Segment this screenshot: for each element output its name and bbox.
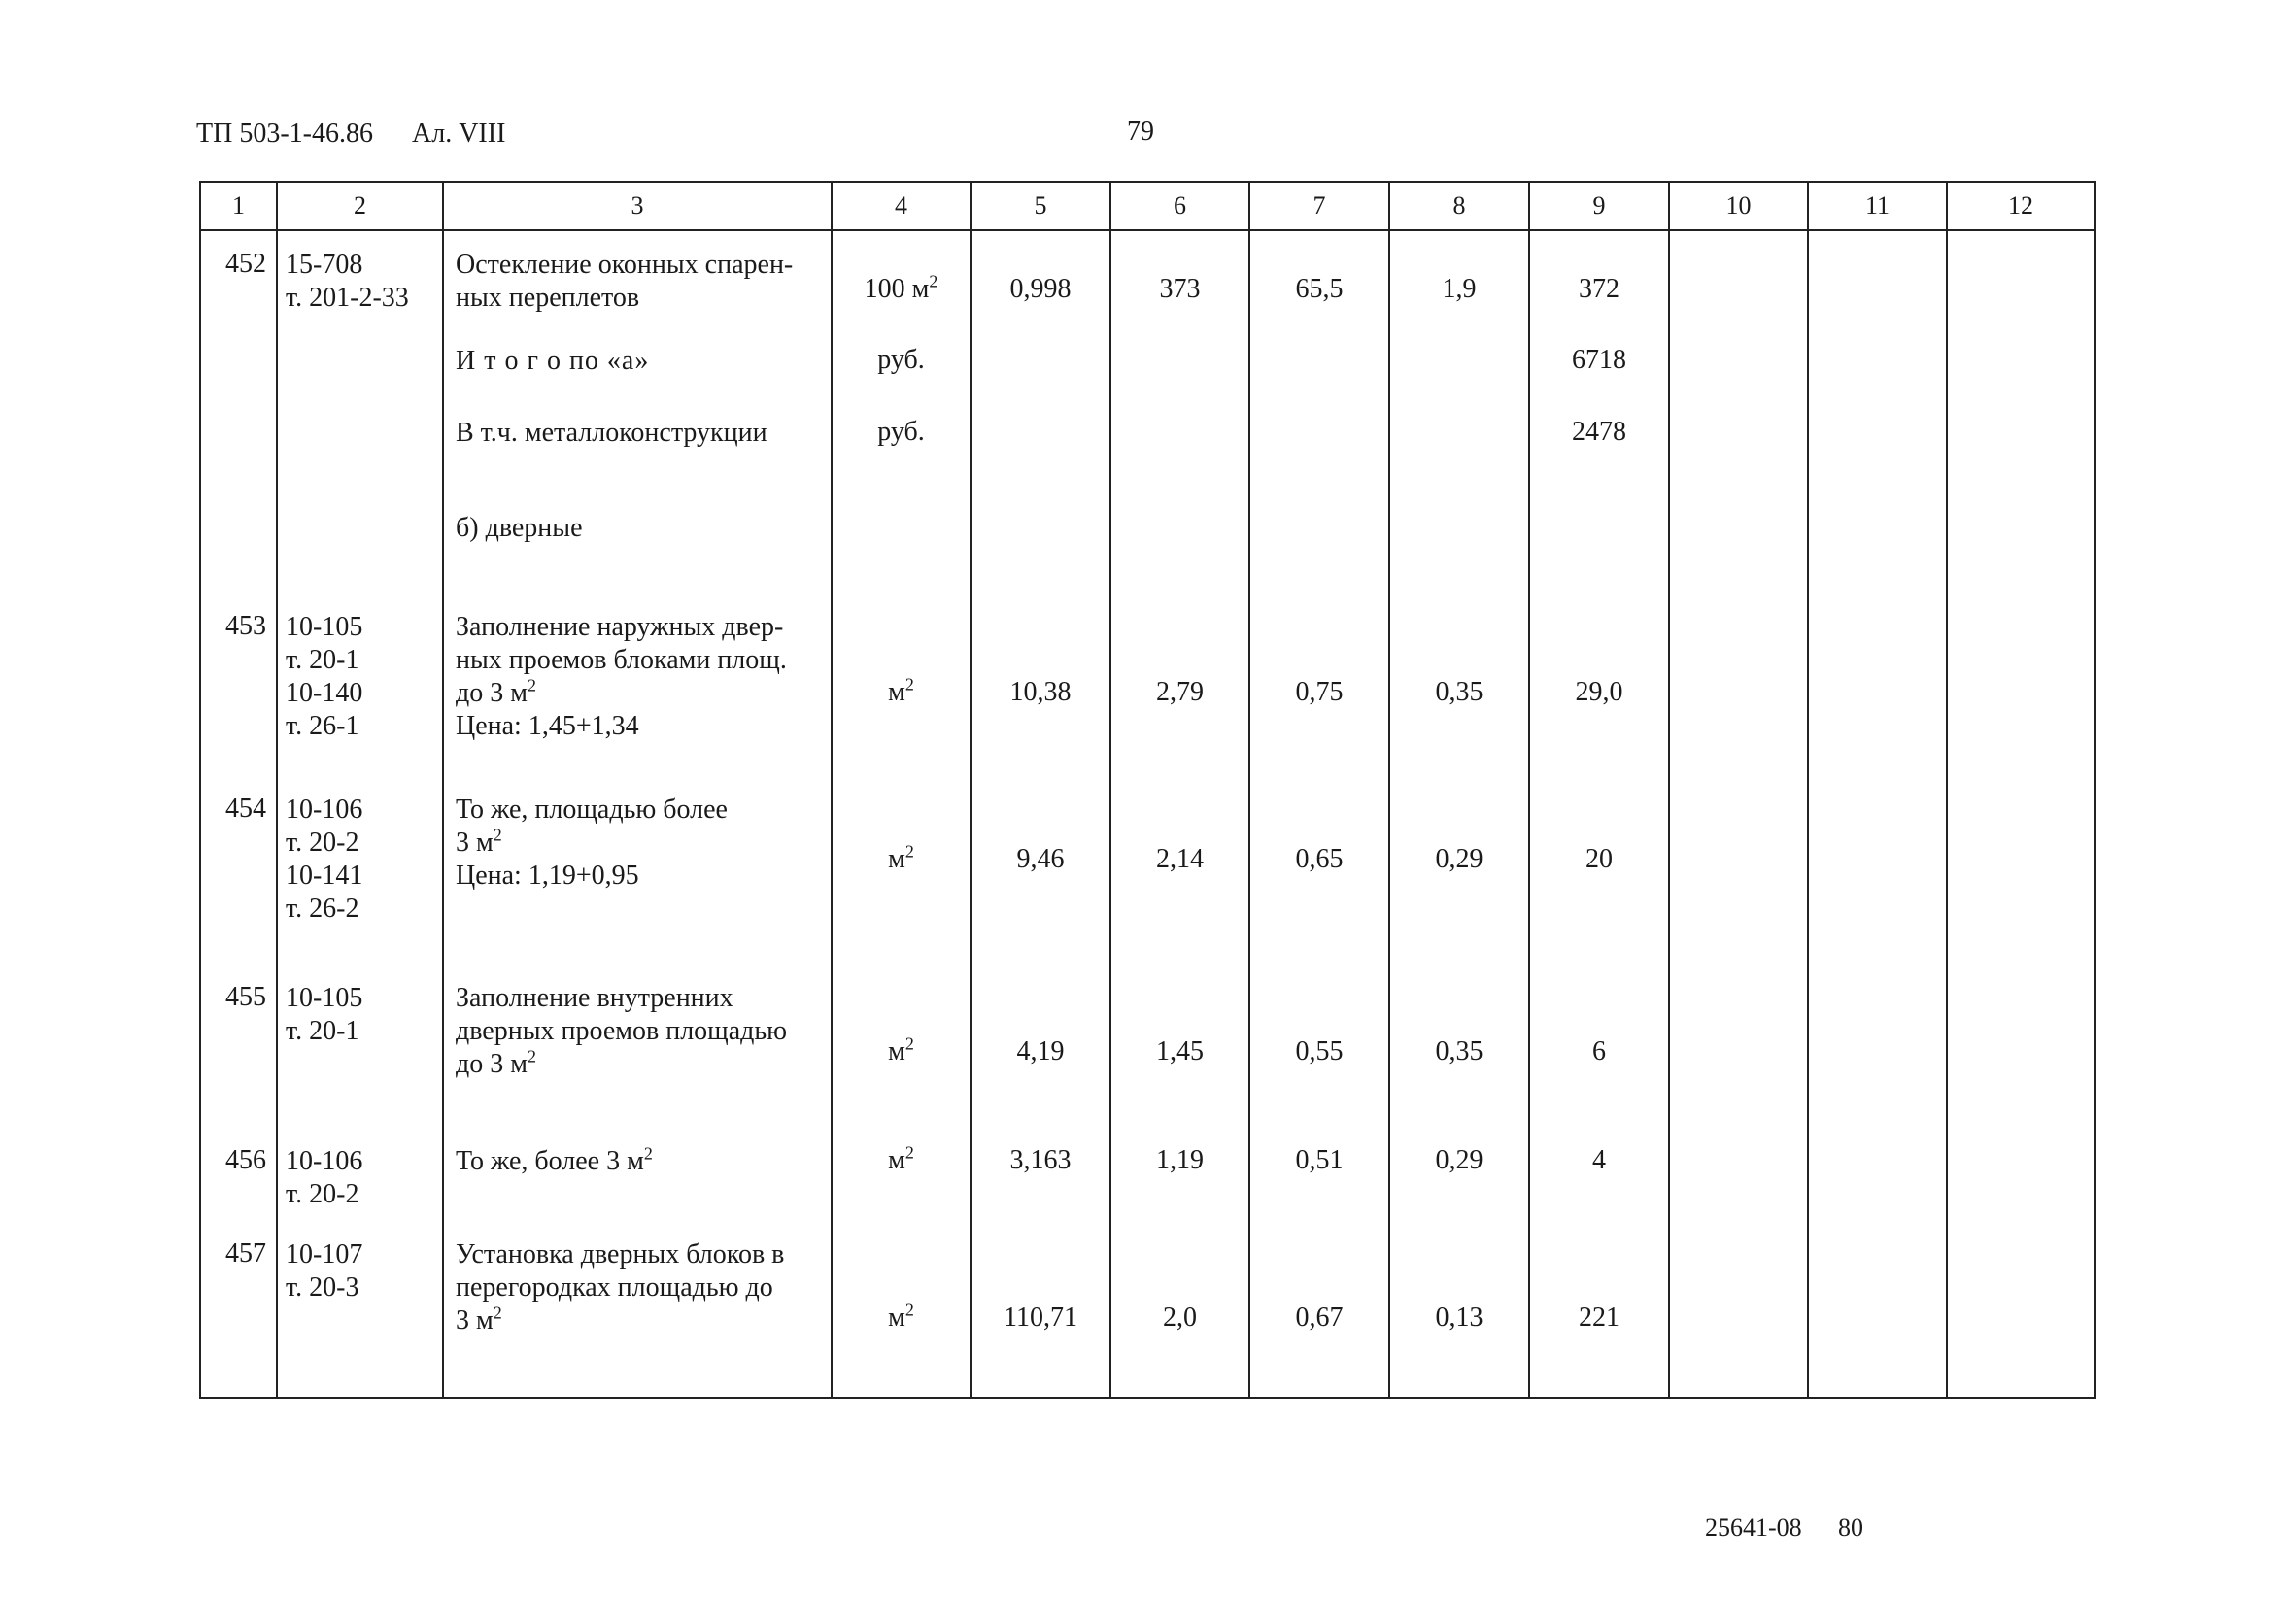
value-text: 373	[1159, 274, 1201, 304]
row-number-text: 455	[225, 982, 266, 1012]
norm-code-line: 15-708	[286, 250, 363, 280]
norm-code-line: 10-105	[286, 612, 363, 642]
value-col-6	[1110, 1235, 1249, 1398]
value-col-5	[971, 417, 1110, 510]
value-col-9	[1529, 1139, 1669, 1235]
value-col-9	[1529, 510, 1669, 603]
value-text: 0,998	[1009, 274, 1072, 304]
norm-code	[277, 788, 443, 978]
unit-superscript: 2	[929, 271, 938, 291]
work-description	[443, 510, 832, 603]
work-description	[443, 788, 832, 978]
work-description-line: То же, более 3 $м^2$	[456, 1143, 653, 1176]
empty-col-12	[1947, 1235, 2095, 1398]
work-description-line: Остекление оконных спарен-	[456, 250, 794, 280]
row-number	[200, 603, 277, 788]
empty-col-11	[1808, 417, 1947, 510]
work-description-line: Заполнение внутренних	[456, 983, 733, 1013]
work-description-line: б) дверные	[456, 513, 583, 543]
norm-code	[277, 417, 443, 510]
unit-text: м	[888, 1036, 905, 1066]
unit	[832, 978, 971, 1139]
norm-code-line: т. 20-1	[286, 645, 359, 675]
norm-code	[277, 1235, 443, 1398]
norm-code	[277, 230, 443, 323]
row-number	[200, 978, 277, 1139]
unit-text: руб.	[877, 345, 925, 375]
value-col-8	[1389, 978, 1529, 1139]
value-col-8	[1389, 788, 1529, 978]
work-description-line: перегородках площадью до	[456, 1272, 773, 1303]
value-col-5	[971, 230, 1110, 323]
column-header-6: 6	[1110, 182, 1249, 230]
unit	[832, 323, 971, 417]
unit	[832, 603, 971, 788]
work-description	[443, 323, 832, 417]
unit	[832, 510, 971, 603]
column-header-10: 10	[1669, 182, 1808, 230]
norm-code	[277, 323, 443, 417]
unit-text: м	[888, 1303, 905, 1333]
empty-col-10	[1669, 1139, 1808, 1235]
value-col-5	[971, 978, 1110, 1139]
work-description	[443, 1235, 832, 1398]
value-text: 0,29	[1435, 844, 1483, 874]
value-text: 2,79	[1156, 677, 1204, 707]
work-description	[443, 230, 832, 323]
norm-code-line: 10-106	[286, 795, 363, 825]
value-text: 4,19	[1016, 1036, 1065, 1066]
empty-col-11	[1808, 978, 1947, 1139]
work-description-line: И т о г о по «а»	[456, 346, 650, 376]
work-description	[443, 1139, 832, 1235]
value-text: 2,14	[1156, 844, 1204, 874]
norm-code-line: т. 201-2-33	[286, 283, 409, 313]
value-text: 0,29	[1435, 1145, 1483, 1175]
norm-code	[277, 978, 443, 1139]
value-text: 1,19	[1156, 1145, 1204, 1175]
empty-col-12	[1947, 323, 2095, 417]
footer-code: 25641-08	[1705, 1513, 1802, 1541]
unit-text: м	[888, 677, 905, 707]
table-row	[200, 323, 2095, 417]
norm-code-line: т. 26-1	[286, 711, 359, 741]
value-col-9	[1529, 788, 1669, 978]
work-description-line: То же, площадью более	[456, 795, 728, 825]
unit-superscript: 2	[904, 841, 914, 862]
value-text: 0,13	[1435, 1303, 1483, 1333]
unit	[832, 1139, 971, 1235]
value-col-9	[1529, 603, 1669, 788]
column-header-7: 7	[1249, 182, 1389, 230]
value-col-6	[1110, 1139, 1249, 1235]
value-col-6	[1110, 510, 1249, 603]
table-row	[200, 510, 2095, 603]
empty-col-10	[1669, 788, 1808, 978]
unit-superscript: 2	[904, 1142, 914, 1163]
unit	[832, 1235, 971, 1398]
norm-code-line: 10-107	[286, 1239, 363, 1269]
value-text: 221	[1579, 1303, 1619, 1333]
unit-text: м	[888, 1145, 905, 1175]
page-number: 79	[1127, 117, 1154, 147]
estimate-table	[199, 181, 2096, 1399]
unit-superscript: 2	[904, 674, 914, 694]
value-col-5	[971, 1235, 1110, 1398]
value-text: 110,71	[1004, 1303, 1077, 1333]
value-col-8	[1389, 603, 1529, 788]
value-col-5	[971, 1139, 1110, 1235]
empty-col-11	[1808, 603, 1947, 788]
value-col-6	[1110, 323, 1249, 417]
row-number	[200, 788, 277, 978]
value-col-8	[1389, 510, 1529, 603]
row-number	[200, 1139, 277, 1235]
value-col-7	[1249, 230, 1389, 323]
empty-col-11	[1808, 323, 1947, 417]
unit	[832, 417, 971, 510]
work-description-line: 3 $м^2$	[456, 825, 502, 858]
value-col-9	[1529, 978, 1669, 1139]
norm-code-line: 10-105	[286, 983, 363, 1013]
value-col-7	[1249, 1235, 1389, 1398]
unit-text: руб.	[877, 417, 925, 447]
work-description-line: до 3 $м^2$	[456, 675, 536, 708]
unit-superscript: 2	[904, 1033, 914, 1054]
work-description	[443, 978, 832, 1139]
unit	[832, 230, 971, 323]
value-text: 0,55	[1295, 1036, 1344, 1066]
norm-code	[277, 510, 443, 603]
value-text: 6	[1592, 1036, 1606, 1066]
value-col-7	[1249, 417, 1389, 510]
value-col-8	[1389, 417, 1529, 510]
unit-text: м	[888, 844, 905, 874]
value-col-5	[971, 323, 1110, 417]
value-text: 1,45	[1156, 1036, 1204, 1066]
value-text: 20	[1585, 844, 1613, 874]
row-number	[200, 230, 277, 323]
norm-code	[277, 1139, 443, 1235]
album-number: Ал. VIII	[412, 118, 506, 149]
empty-col-11	[1808, 1139, 1947, 1235]
column-header-9: 9	[1529, 182, 1669, 230]
empty-col-12	[1947, 510, 2095, 603]
value-col-6	[1110, 978, 1249, 1139]
row-number	[200, 417, 277, 510]
work-description-line: 3 $м^2$	[456, 1303, 502, 1336]
empty-col-11	[1808, 510, 1947, 603]
table-row	[200, 1139, 2095, 1235]
column-header-11: 11	[1808, 182, 1947, 230]
empty-col-11	[1808, 230, 1947, 323]
value-col-9	[1529, 230, 1669, 323]
row-number	[200, 1235, 277, 1398]
value-col-8	[1389, 230, 1529, 323]
work-description-line: В т.ч. металлоконструкции	[456, 418, 767, 448]
norm-code-line: 10-140	[286, 678, 363, 708]
value-text: 0,67	[1295, 1303, 1344, 1333]
value-col-7	[1249, 978, 1389, 1139]
column-header-2: 2	[277, 182, 443, 230]
empty-col-12	[1947, 978, 2095, 1139]
column-header-4: 4	[832, 182, 971, 230]
empty-col-12	[1947, 417, 2095, 510]
row-number-text: 457	[225, 1238, 266, 1269]
value-col-5	[971, 788, 1110, 978]
row-number-text: 456	[225, 1145, 266, 1175]
work-description-line: ных проемов блоками площ.	[456, 645, 787, 675]
value-text: 3,163	[1009, 1145, 1072, 1175]
column-header-row	[200, 182, 2095, 230]
value-col-5	[971, 603, 1110, 788]
work-description-line: до 3 $м^2$	[456, 1046, 536, 1079]
empty-col-11	[1808, 788, 1947, 978]
table-row	[200, 788, 2095, 978]
value-text: 0,35	[1435, 677, 1483, 707]
empty-col-10	[1669, 230, 1808, 323]
column-header-5: 5	[971, 182, 1110, 230]
empty-col-10	[1669, 510, 1808, 603]
work-description	[443, 417, 832, 510]
value-text: 372	[1579, 274, 1619, 304]
table-row	[200, 603, 2095, 788]
value-text: 29,0	[1575, 677, 1623, 707]
row-number	[200, 510, 277, 603]
empty-col-10	[1669, 1235, 1808, 1398]
norm-code-line: 10-106	[286, 1146, 363, 1176]
work-description-line: Цена: 1,45+1,34	[456, 711, 639, 741]
table-row	[200, 978, 2095, 1139]
row-number	[200, 323, 277, 417]
work-description-line: ных переплетов	[456, 283, 640, 313]
empty-col-10	[1669, 417, 1808, 510]
value-col-7	[1249, 1139, 1389, 1235]
norm-code-line: т. 20-2	[286, 1179, 359, 1209]
work-description	[443, 603, 832, 788]
row-number-text: 452	[225, 249, 266, 279]
value-col-7	[1249, 603, 1389, 788]
value-col-6	[1110, 417, 1249, 510]
value-col-9	[1529, 323, 1669, 417]
value-text: 2,0	[1163, 1303, 1197, 1333]
row-number-text: 453	[225, 611, 266, 641]
row-number-text: 454	[225, 794, 266, 824]
value-col-8	[1389, 1139, 1529, 1235]
value-col-7	[1249, 510, 1389, 603]
value-text: 65,5	[1295, 274, 1344, 304]
value-text: 10,38	[1009, 677, 1072, 707]
value-text: 0,75	[1295, 677, 1344, 707]
empty-col-12	[1947, 788, 2095, 978]
value-col-7	[1249, 323, 1389, 417]
empty-col-10	[1669, 603, 1808, 788]
value-text: 2478	[1572, 417, 1626, 447]
value-col-5	[971, 510, 1110, 603]
value-col-9	[1529, 1235, 1669, 1398]
norm-code-line: т. 20-2	[286, 828, 359, 858]
column-header-8: 8	[1389, 182, 1529, 230]
value-col-6	[1110, 788, 1249, 978]
table-row	[200, 417, 2095, 510]
column-header-12: 12	[1947, 182, 2095, 230]
empty-col-10	[1669, 323, 1808, 417]
norm-code-line: т. 20-3	[286, 1272, 359, 1303]
empty-col-10	[1669, 978, 1808, 1139]
work-description-line: дверных проемов площадью	[456, 1016, 788, 1046]
unit-text: 100 м	[864, 274, 930, 304]
empty-col-12	[1947, 1139, 2095, 1235]
value-text: 0,51	[1295, 1145, 1344, 1175]
value-text: 9,46	[1016, 844, 1065, 874]
document-code: ТП 503-1-46.86	[196, 118, 373, 149]
value-text: 1,9	[1442, 274, 1477, 304]
norm-code-line: т. 20-1	[286, 1016, 359, 1046]
value-col-8	[1389, 1235, 1529, 1398]
value-col-9	[1529, 417, 1669, 510]
table-row	[200, 1235, 2095, 1398]
column-header-3: 3	[443, 182, 832, 230]
value-col-8	[1389, 323, 1529, 417]
empty-col-11	[1808, 1235, 1947, 1398]
empty-col-12	[1947, 603, 2095, 788]
value-col-7	[1249, 788, 1389, 978]
table-row	[200, 230, 2095, 323]
value-col-6	[1110, 230, 1249, 323]
norm-code	[277, 603, 443, 788]
value-col-6	[1110, 603, 1249, 788]
norm-code-line: т. 26-2	[286, 894, 359, 924]
unit	[832, 788, 971, 978]
footer-page-number: 80	[1838, 1513, 1863, 1541]
unit-superscript: 2	[904, 1300, 914, 1320]
value-text: 0,65	[1295, 844, 1344, 874]
empty-col-12	[1947, 230, 2095, 323]
value-text: 0,35	[1435, 1036, 1483, 1066]
work-description-line: Цена: 1,19+0,95	[456, 861, 639, 891]
column-header-1: 1	[200, 182, 277, 230]
norm-code-line: 10-141	[286, 861, 363, 891]
value-text: 6718	[1572, 345, 1626, 375]
work-description-line: Установка дверных блоков в	[456, 1239, 785, 1269]
value-text: 4	[1592, 1145, 1606, 1175]
work-description-line: Заполнение наружных двер-	[456, 612, 784, 642]
